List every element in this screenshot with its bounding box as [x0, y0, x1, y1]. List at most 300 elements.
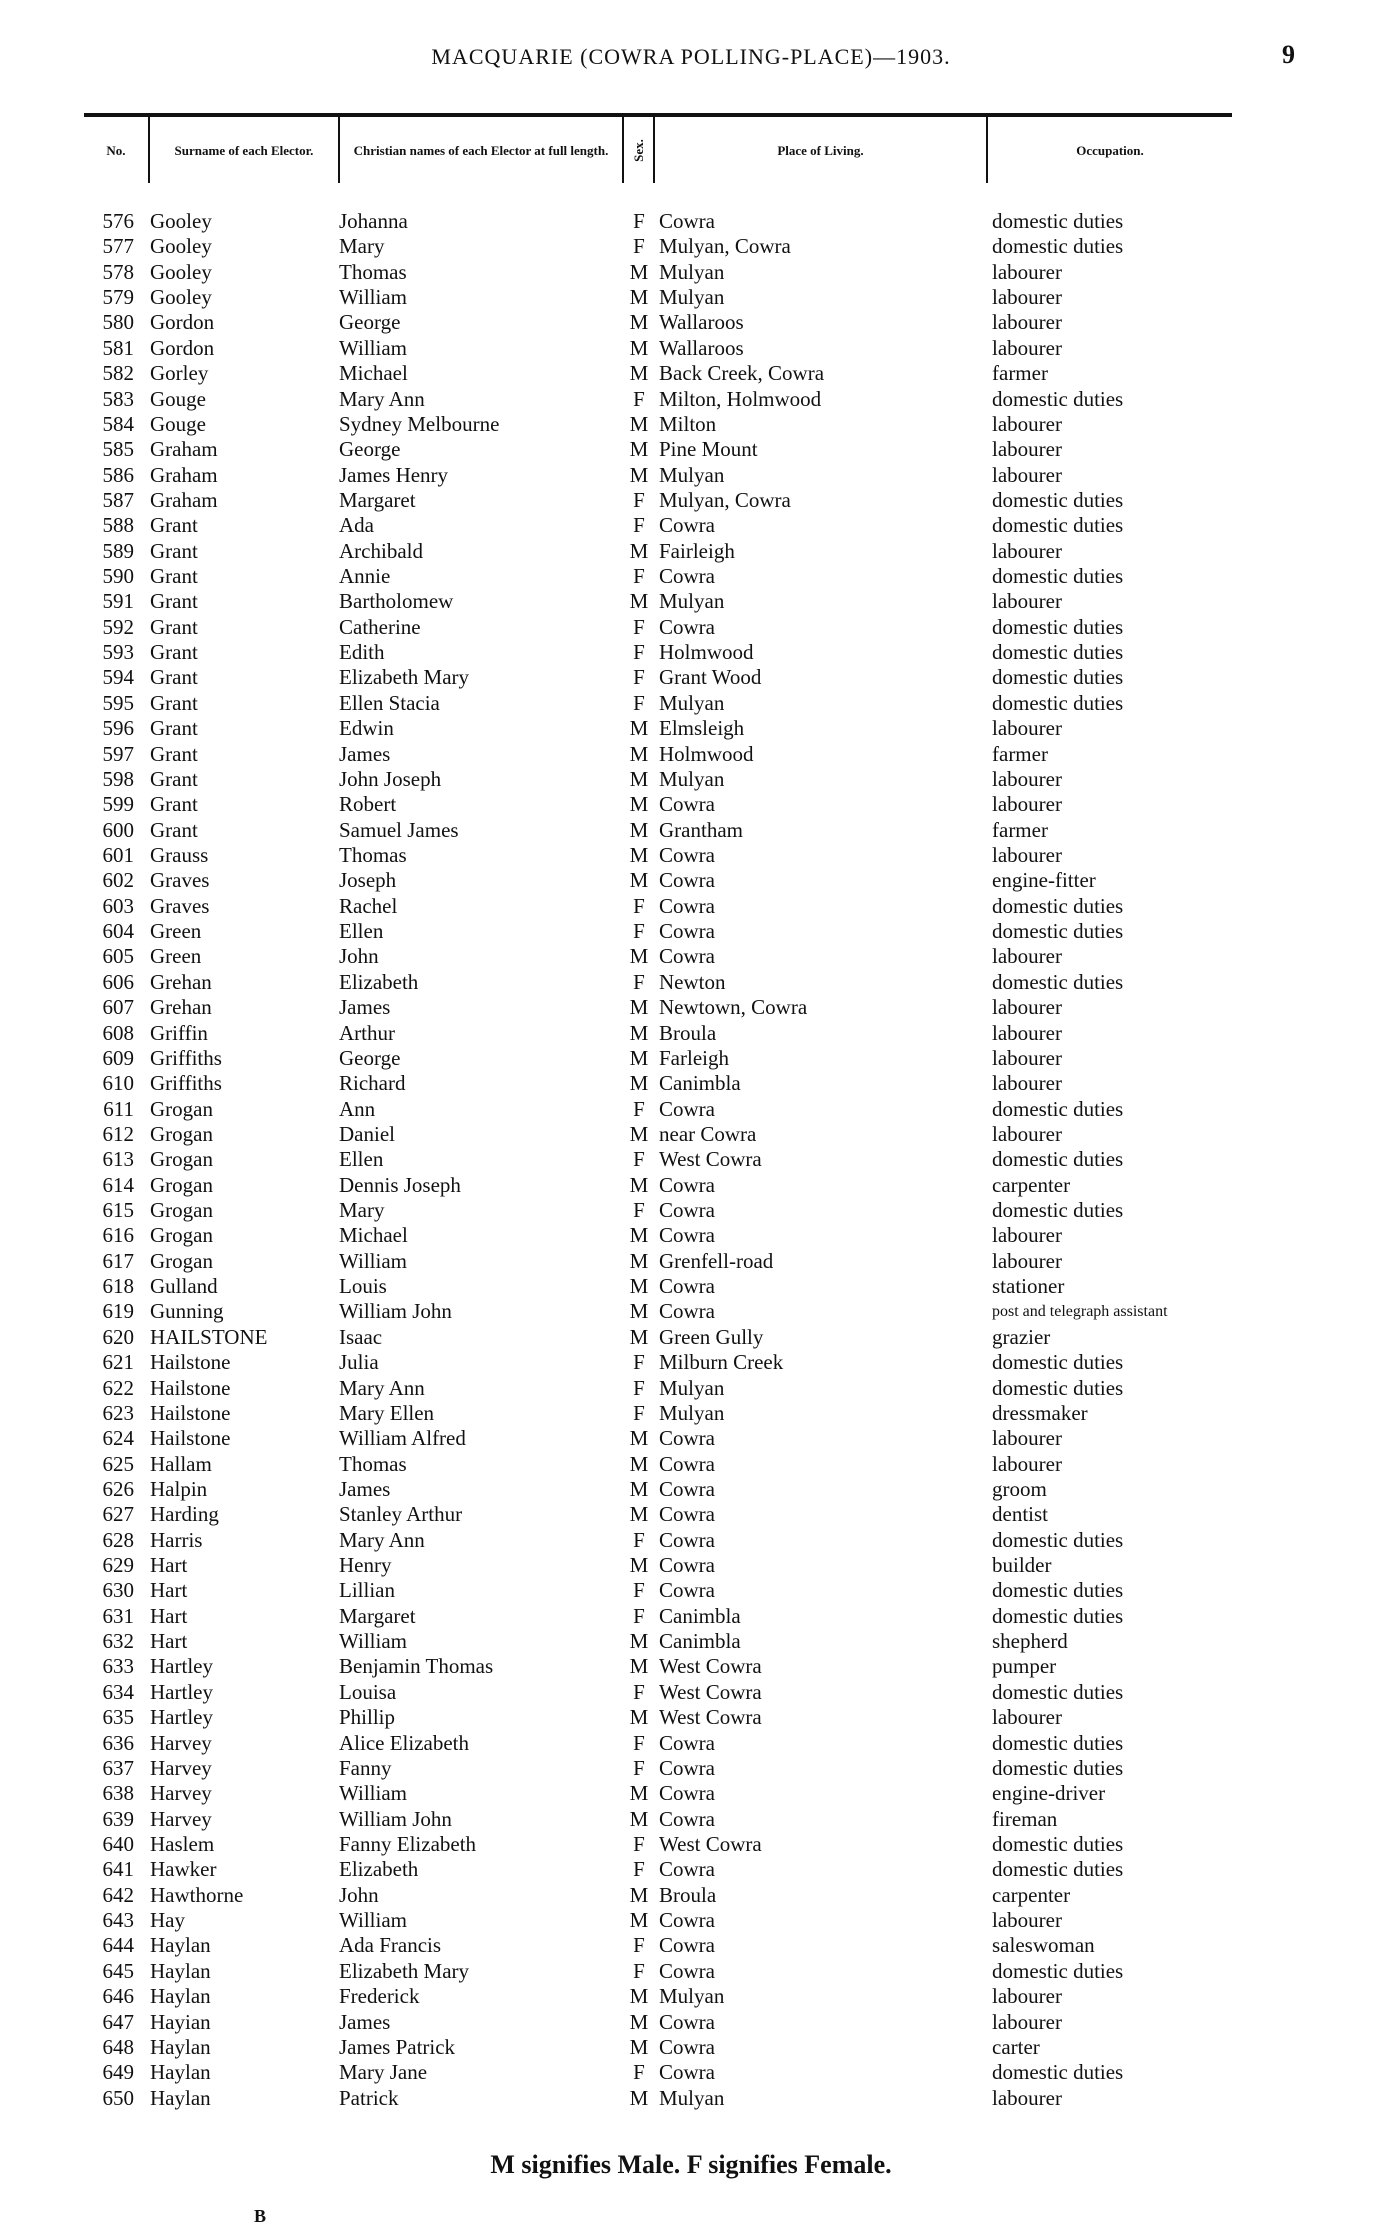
elector-number: 622 — [102, 1375, 134, 1400]
place-of-living: Cowra — [659, 1476, 715, 1501]
surname: Grant — [150, 766, 198, 791]
elector-number: 606 — [102, 969, 134, 994]
occupation: pumper — [992, 1654, 1057, 1679]
occupation: labourer — [992, 1045, 1062, 1070]
christian-names: John — [339, 944, 379, 969]
christian-names: Ann — [339, 1096, 376, 1121]
occupation: labourer — [992, 716, 1062, 741]
table-row — [84, 742, 1232, 767]
sex: M — [629, 1426, 649, 1451]
place-of-living: Cowra — [659, 1933, 715, 1958]
sex: M — [629, 766, 649, 791]
christian-names: Margaret — [339, 487, 416, 512]
sex-legend: M signifies Male. F signifies Female. — [490, 2150, 892, 2179]
surname: Gunning — [150, 1299, 224, 1324]
surname: Grant — [150, 716, 198, 741]
christian-names: Edith — [339, 640, 385, 665]
sex: M — [629, 1806, 649, 1831]
occupation: domestic duties — [992, 564, 1124, 589]
place-of-living: Wallaroos — [659, 335, 744, 360]
sex: F — [633, 1096, 645, 1121]
place-of-living: Cowra — [659, 944, 715, 969]
table-row — [84, 1528, 1232, 1553]
christian-names: Michael — [339, 1223, 408, 1248]
table-row — [84, 234, 1232, 259]
surname: Hart — [150, 1578, 188, 1603]
christian-names: William John — [339, 1299, 452, 1324]
surname: Grant — [150, 640, 198, 665]
header-place: Place of Living. — [655, 117, 988, 183]
sex: M — [629, 437, 649, 462]
surname: Hart — [150, 1629, 188, 1654]
occupation: labourer — [992, 335, 1062, 360]
christian-names: Ellen — [339, 1147, 384, 1172]
elector-number: 604 — [102, 919, 134, 944]
place-of-living: Cowra — [659, 2009, 715, 2034]
place-of-living: Cowra — [659, 919, 715, 944]
table-row — [84, 1756, 1232, 1781]
table-row — [84, 539, 1232, 564]
sex: M — [629, 1172, 649, 1197]
surname: Grant — [150, 792, 198, 817]
table-row — [84, 1604, 1232, 1629]
place-of-living: Fairleigh — [659, 538, 735, 563]
sex: F — [633, 893, 645, 918]
occupation: labourer — [992, 766, 1062, 791]
place-of-living: Cowra — [659, 868, 715, 893]
sex: M — [629, 1071, 649, 1096]
sex: M — [629, 1984, 649, 2009]
surname: Hailstone — [150, 1400, 231, 1425]
place-of-living: Broula — [659, 1882, 717, 1907]
place-of-living: Grant Wood — [659, 665, 762, 690]
elector-number: 609 — [102, 1045, 134, 1070]
sex: M — [629, 1882, 649, 1907]
occupation: engine-driver — [992, 1781, 1106, 1806]
place-of-living: Cowra — [659, 1755, 715, 1780]
christian-names: James Patrick — [339, 2034, 456, 2059]
place-of-living: Cowra — [659, 2034, 715, 2059]
header-sex-label: Sex. — [631, 138, 646, 162]
surname: Haylan — [150, 2085, 211, 2110]
surname: Hailstone — [150, 1350, 231, 1375]
occupation: labourer — [992, 1121, 1062, 1146]
place-of-living: Farleigh — [659, 1045, 729, 1070]
elector-number: 601 — [102, 842, 134, 867]
occupation: labourer — [992, 1908, 1062, 1933]
sex: F — [633, 386, 645, 411]
table-row — [84, 767, 1232, 792]
table-row — [84, 1223, 1232, 1248]
place-of-living: Cowra — [659, 1958, 715, 1983]
place-of-living: Cowra — [659, 1299, 715, 1324]
elector-number: 640 — [102, 1832, 134, 1856]
occupation: labourer — [992, 1426, 1062, 1451]
header-sex — [624, 117, 655, 183]
surname: Haylan — [150, 1958, 211, 1983]
elector-number: 649 — [102, 2060, 134, 2085]
christian-names: Rachel — [339, 893, 398, 918]
place-of-living: Cowra — [659, 614, 715, 639]
sex: M — [629, 741, 649, 766]
christian-names: Ellen — [339, 919, 384, 944]
sex: M — [629, 462, 649, 487]
sex: M — [629, 716, 649, 741]
sex: M — [629, 361, 649, 386]
table-row — [84, 437, 1232, 462]
place-of-living: Cowra — [659, 1502, 715, 1527]
table-row — [84, 1807, 1232, 1832]
place-of-living: Elmsleigh — [659, 716, 745, 741]
elector-number: 632 — [102, 1629, 134, 1654]
table-row — [84, 1477, 1232, 1502]
sex: M — [629, 1045, 649, 1070]
christian-names: James — [339, 741, 391, 766]
elector-number: 637 — [102, 1755, 134, 1780]
surname: Hartley — [150, 1679, 213, 1704]
occupation: farmer — [992, 817, 1048, 842]
sex: M — [629, 2034, 649, 2059]
occupation: labourer — [992, 842, 1062, 867]
christian-names: Lillian — [339, 1578, 395, 1603]
place-of-living: Cowra — [659, 2060, 715, 2085]
place-of-living: Milton, Holmwood — [659, 386, 822, 411]
occupation: carter — [992, 2034, 1040, 2059]
elector-number: 627 — [102, 1502, 134, 1527]
sex: M — [629, 1476, 649, 1501]
sex: F — [633, 1147, 645, 1172]
christian-names: Dennis Joseph — [339, 1172, 461, 1197]
sex: F — [633, 1350, 645, 1375]
header-surname: Surname of each Elector. — [150, 117, 340, 183]
elector-number: 608 — [102, 1020, 134, 1045]
place-of-living: near Cowra — [659, 1121, 757, 1146]
christian-names: Mary Ann — [339, 1527, 425, 1552]
christian-names: George — [339, 310, 401, 335]
place-of-living: West Cowra — [659, 1147, 762, 1172]
elector-number: 612 — [102, 1121, 134, 1146]
table-row — [84, 2086, 1232, 2111]
sex: M — [629, 1299, 649, 1324]
occupation: domestic duties — [992, 1578, 1124, 1603]
table-row — [84, 1046, 1232, 1071]
christian-names: Stanley Arthur — [339, 1502, 463, 1527]
table-row — [84, 589, 1232, 614]
elector-number: 611 — [103, 1096, 134, 1121]
occupation: domestic duties — [992, 1857, 1124, 1882]
table-row — [84, 1452, 1232, 1477]
place-of-living: Green Gully — [659, 1324, 764, 1349]
occupation: domestic duties — [992, 1755, 1124, 1780]
occupation: domestic duties — [992, 1832, 1124, 1856]
table-row — [84, 1376, 1232, 1401]
elector-number: 615 — [102, 1198, 134, 1223]
sex: F — [633, 969, 645, 994]
place-of-living: Holmwood — [659, 741, 754, 766]
elector-number: 641 — [102, 1857, 134, 1882]
place-of-living: Back Creek, Cowra — [659, 361, 825, 386]
header-occupation: Occupation. — [1076, 142, 1144, 158]
table-row — [84, 1122, 1232, 1147]
elector-number: 631 — [102, 1603, 134, 1628]
christian-names: James — [339, 1476, 391, 1501]
sex: F — [633, 1527, 645, 1552]
surname: Hailstone — [150, 1426, 231, 1451]
elector-number: 587 — [102, 487, 134, 512]
surname: Hawker — [150, 1857, 217, 1882]
elector-number: 605 — [102, 944, 134, 969]
elector-number: 614 — [102, 1172, 134, 1197]
table-row — [84, 336, 1232, 361]
elector-number: 582 — [102, 361, 134, 386]
sex: M — [629, 792, 649, 817]
surname: Grant — [150, 513, 198, 538]
page-number: 9 — [1282, 40, 1295, 69]
occupation: labourer — [992, 1451, 1062, 1476]
elector-number: 593 — [102, 640, 134, 665]
elector-number: 623 — [102, 1400, 134, 1425]
sex: F — [633, 1578, 645, 1603]
table-row — [84, 1857, 1232, 1882]
christian-names: Mary Ann — [339, 1375, 425, 1400]
place-of-living: Mulyan — [659, 259, 725, 284]
surname: Haylan — [150, 2060, 211, 2085]
surname: Griffiths — [150, 1045, 222, 1070]
table-row — [84, 513, 1232, 538]
sex: M — [629, 310, 649, 335]
christian-names: Bartholomew — [339, 589, 454, 614]
elector-number: 602 — [102, 868, 134, 893]
surname: Green — [150, 944, 202, 969]
sex: M — [629, 1629, 649, 1654]
table-row — [84, 1071, 1232, 1096]
surname: Grogan — [150, 1248, 213, 1273]
occupation: domestic duties — [992, 690, 1124, 715]
place-of-living: Mulyan — [659, 2085, 725, 2110]
surname: Gooley — [150, 209, 212, 233]
page-title: MACQUARIE (COWRA POLLING-PLACE)—1903. — [431, 44, 951, 69]
elector-number: 629 — [102, 1553, 134, 1578]
table-row — [84, 1553, 1232, 1578]
sex: M — [629, 842, 649, 867]
elector-number: 586 — [102, 462, 134, 487]
occupation: domestic duties — [992, 1096, 1124, 1121]
occupation: domestic duties — [992, 893, 1124, 918]
place-of-living: Holmwood — [659, 640, 754, 665]
table-row — [84, 1908, 1232, 1933]
occupation: labourer — [992, 411, 1062, 436]
surname: Green — [150, 919, 202, 944]
christian-names: George — [339, 1045, 401, 1070]
table-row — [84, 361, 1232, 386]
place-of-living: Cowra — [659, 1426, 715, 1451]
occupation: domestic duties — [992, 1603, 1124, 1628]
surname: Hart — [150, 1603, 188, 1628]
elector-number: 598 — [102, 766, 134, 791]
sex: M — [629, 1705, 649, 1730]
place-of-living: Cowra — [659, 1578, 715, 1603]
surname: Grant — [150, 690, 198, 715]
table-row — [84, 1173, 1232, 1198]
occupation: labourer — [992, 944, 1062, 969]
place-of-living: Canimbla — [659, 1071, 741, 1096]
elector-number: 581 — [102, 335, 134, 360]
surname: Haylan — [150, 1984, 211, 2009]
place-of-living: West Cowra — [659, 1679, 762, 1704]
table-row — [84, 412, 1232, 437]
table-row — [84, 1502, 1232, 1527]
surname: Gooley — [150, 259, 212, 284]
elector-number: 585 — [102, 437, 134, 462]
occupation: domestic duties — [992, 614, 1124, 639]
table-row — [84, 691, 1232, 716]
surname: Grant — [150, 665, 198, 690]
occupation: domestic duties — [992, 1527, 1124, 1552]
surname: Harris — [150, 1527, 203, 1552]
sex: F — [633, 690, 645, 715]
christian-names: Annie — [339, 564, 391, 589]
christian-names: George — [339, 437, 401, 462]
surname: Hartley — [150, 1654, 213, 1679]
surname: Graham — [150, 487, 218, 512]
surname: Gooley — [150, 285, 212, 310]
christian-names: William — [339, 1248, 407, 1273]
occupation: groom — [992, 1476, 1047, 1501]
table-row — [84, 1147, 1232, 1172]
occupation: farmer — [992, 741, 1048, 766]
christian-names: William — [339, 1781, 407, 1806]
elector-number: 588 — [102, 513, 134, 538]
table-row — [84, 1680, 1232, 1705]
elector-number: 624 — [102, 1426, 134, 1451]
christian-names: Henry — [339, 1553, 392, 1578]
place-of-living: Grenfell-road — [659, 1248, 774, 1273]
surname: Grogan — [150, 1096, 213, 1121]
table-row — [84, 387, 1232, 412]
elector-list — [84, 209, 1232, 2111]
sex: F — [633, 487, 645, 512]
christian-names: James Henry — [339, 462, 449, 487]
surname: HAILSTONE — [150, 1324, 268, 1349]
surname: Harvey — [150, 1806, 212, 1831]
surname: Grant — [150, 589, 198, 614]
sex: F — [633, 513, 645, 538]
occupation: labourer — [992, 792, 1062, 817]
sex: M — [629, 995, 649, 1020]
occupation: grazier — [992, 1324, 1051, 1349]
place-of-living: Mulyan — [659, 1984, 725, 2009]
surname: Graves — [150, 868, 210, 893]
sex: F — [633, 665, 645, 690]
christian-names: Ada Francis — [339, 1933, 442, 1958]
occupation: stationer — [992, 1274, 1065, 1299]
place-of-living: Broula — [659, 1020, 717, 1045]
sex: M — [629, 1020, 649, 1045]
table-row — [84, 209, 1232, 234]
surname: Hart — [150, 1553, 188, 1578]
elector-number: 584 — [102, 411, 134, 436]
surname: Gordon — [150, 310, 215, 335]
table-row — [84, 1198, 1232, 1223]
surname: Grant — [150, 614, 198, 639]
surname: Grant — [150, 538, 198, 563]
sex: F — [633, 640, 645, 665]
christian-names: Phillip — [339, 1705, 396, 1730]
sex: M — [629, 944, 649, 969]
sex: M — [629, 1553, 649, 1578]
elector-number: 645 — [102, 1958, 134, 1983]
occupation: labourer — [992, 1705, 1062, 1730]
elector-number: 610 — [102, 1071, 134, 1096]
christian-names: Ada — [339, 513, 374, 538]
table-row — [84, 1325, 1232, 1350]
surname: Hartley — [150, 1705, 213, 1730]
elector-number: 635 — [102, 1705, 134, 1730]
christian-names: Thomas — [339, 842, 407, 867]
table-row — [84, 2010, 1232, 2035]
sex: F — [633, 1857, 645, 1882]
sex: F — [633, 1755, 645, 1780]
sex: F — [633, 1730, 645, 1755]
place-of-living: Cowra — [659, 1172, 715, 1197]
table-row — [84, 2060, 1232, 2085]
place-of-living: West Cowra — [659, 1705, 762, 1730]
sex: F — [633, 1198, 645, 1223]
christian-names: Fanny Elizabeth — [339, 1832, 477, 1856]
christian-names: Richard — [339, 1071, 406, 1096]
surname: Graham — [150, 437, 218, 462]
elector-number: 618 — [102, 1274, 134, 1299]
occupation: fireman — [992, 1806, 1058, 1831]
christian-names: Catherine — [339, 614, 421, 639]
christian-names: Elizabeth — [339, 1857, 419, 1882]
sex: F — [633, 1400, 645, 1425]
place-of-living: Cowra — [659, 1198, 715, 1223]
table-row — [84, 1984, 1232, 2009]
place-of-living: Mulyan — [659, 690, 725, 715]
elector-number: 580 — [102, 310, 134, 335]
christian-names: Samuel James — [339, 817, 459, 842]
surname: Grauss — [150, 842, 209, 867]
sex: M — [629, 1121, 649, 1146]
occupation: labourer — [992, 1071, 1062, 1096]
occupation: domestic duties — [992, 1147, 1124, 1172]
surname: Harvey — [150, 1755, 212, 1780]
occupation: labourer — [992, 462, 1062, 487]
occupation: dentist — [992, 1502, 1048, 1527]
surname: Haylan — [150, 1933, 211, 1958]
place-of-living: Cowra — [659, 1781, 715, 1806]
place-of-living: Wallaroos — [659, 310, 744, 335]
table-row — [84, 1933, 1232, 1958]
christian-names: Alice Elizabeth — [339, 1730, 470, 1755]
elector-number: 633 — [102, 1654, 134, 1679]
elector-number: 634 — [102, 1679, 134, 1704]
sex: M — [629, 259, 649, 284]
surname: Graham — [150, 462, 218, 487]
place-of-living: Mulyan — [659, 285, 725, 310]
occupation: engine-fitter — [992, 868, 1096, 893]
sex: M — [629, 817, 649, 842]
occupation: domestic duties — [992, 1375, 1124, 1400]
christian-names: Michael — [339, 361, 408, 386]
sex: F — [633, 564, 645, 589]
sex: M — [629, 1781, 649, 1806]
sex: M — [629, 1451, 649, 1476]
elector-number: 596 — [102, 716, 134, 741]
occupation: post and telegraph assistant — [992, 1303, 1168, 1321]
place-of-living: Cowra — [659, 1096, 715, 1121]
